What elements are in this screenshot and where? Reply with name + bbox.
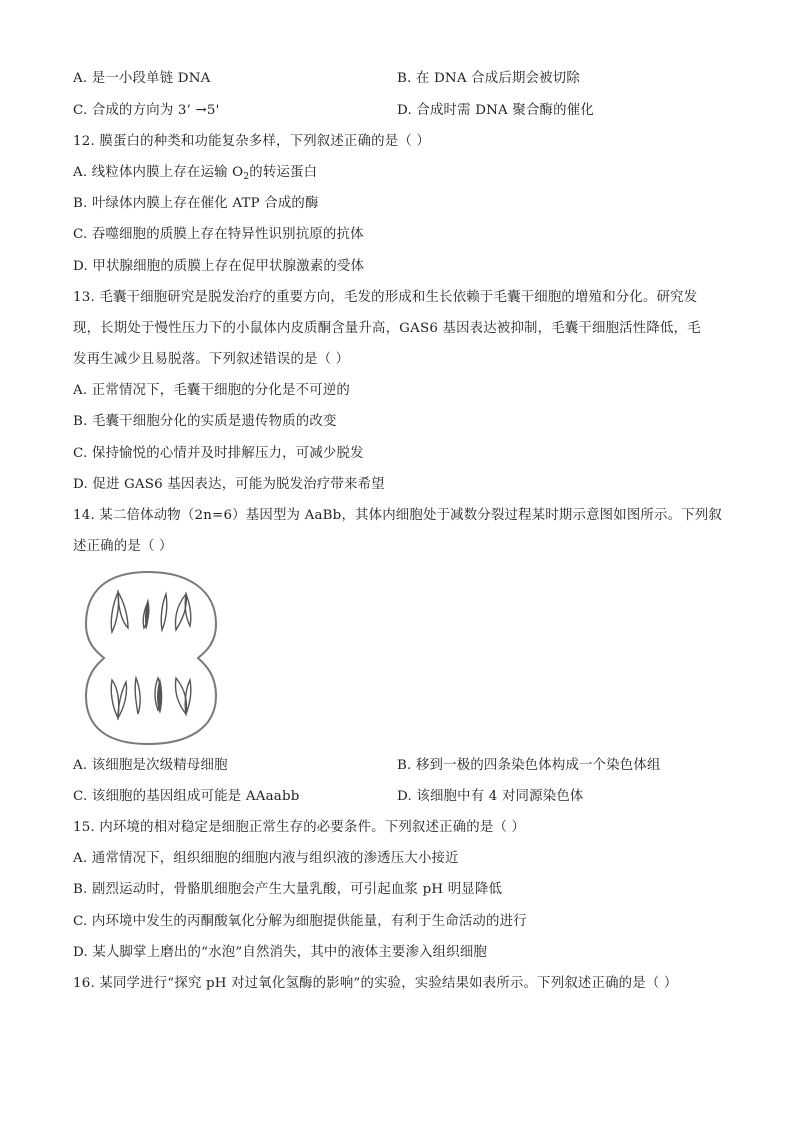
q14-option-b: B. 移到一极的四条染色体构成一个染色体组 [397, 758, 661, 773]
q15-stem: 15. 内环境的相对稳定是细胞正常生存的必要条件。下列叙述正确的是（ ） [73, 820, 526, 835]
q11-option-d: D. 合成时需 DNA 聚合酶的催化 [397, 103, 594, 118]
q14-option-d: D. 该细胞中有 4 对同源染色体 [397, 789, 584, 804]
q14-stem-line2: 述正确的是（ ） [73, 539, 173, 554]
q14-option-c: C. 该细胞的基因组成可能是 AAaabb [73, 789, 300, 804]
q11-option-c: C. 合成的方向为 3’ →5' [73, 103, 220, 118]
chromosome-upper-3 [161, 594, 167, 630]
q13-stem-line1: 13. 毛囊干细胞研究是脱发治疗的重要方向，毛发的形成和生长依赖于毛囊干细胞的增殖和分化。研究发 [73, 290, 698, 305]
q13-option-b: B. 毛囊干细胞分化的实质是遗传物质的改变 [73, 414, 337, 429]
q14-stem-line1: 14. 某二倍体动物（2n=6）基因型为 AaBb，其体内细胞处于减数分裂过程某时期示意图如图所示。下列叙 [73, 508, 722, 523]
q15-option-a: A. 通常情况下，组织细胞的细胞内液与组织液的渗透压大小接近 [73, 851, 459, 866]
q15-option-d: D. 某人脚掌上磨出的“水泡”自然消失，其中的液体主要渗入组织细胞 [73, 945, 487, 960]
chromosome-lower-1b [118, 682, 127, 718]
q11-option-a: A. 是一小段单链 DNA [73, 71, 211, 86]
cell-membrane [86, 572, 216, 744]
q12-option-b: B. 叶绿体内膜上存在催化 ATP 合成的酶 [73, 196, 319, 211]
chromosome-upper-1 [111, 592, 118, 632]
chromosome-upper-4b [185, 594, 191, 626]
q13-stem-line3: 发再生减少且易脱落。下列叙述错误的是（ ） [73, 352, 350, 367]
q15-option-c: C. 内环境中发生的丙酮酸氧化分解为细胞提供能量，有利于生命活动的进行 [73, 914, 527, 929]
q12-option-a-subscript: 2 [243, 172, 250, 182]
chromosome-dark-upper [145, 598, 149, 630]
chromosome-lower-4b [185, 680, 191, 714]
q12-option-a-text: A. 线粒体内膜上存在运输 O [73, 165, 244, 180]
q12-option-a-text-end: 的转运蛋白 [249, 165, 318, 180]
q14-option-a: A. 该细胞是次级精母细胞 [73, 758, 228, 773]
q12-stem: 12. 膜蛋白的种类和功能复杂多样，下列叙述正确的是（ ） [73, 134, 430, 149]
q13-option-c: C. 保持愉悦的心情并及时排解压力，可减少脱发 [73, 446, 364, 461]
q16-stem: 16. 某同学进行“探究 pH 对过氧化氢酶的影响”的实验，实验结果如表所示。下列叙述正确的是（ ） [73, 976, 678, 991]
q13-stem-line2: 现，长期处于慢性压力下的小鼠体内皮质酮含量升高，GAS6 基因表达被抑制，毛囊干细胞活性降低，毛 [73, 321, 701, 336]
q15-option-b: B. 剧烈运动时，骨骼肌细胞会产生大量乳酸，可引起血浆 pH 明显降低 [73, 882, 503, 897]
chromosome-lower-2 [135, 678, 140, 714]
q12-option-c: C. 吞噬细胞的质膜上存在特异性识别抗原的抗体 [73, 227, 364, 242]
cell-division-diagram [82, 568, 222, 752]
q13-option-a: A. 正常情况下，毛囊干细胞的分化是不可逆的 [73, 383, 351, 398]
q13-option-d: D. 促进 GAS6 基因表达，可能为脱发治疗带来希望 [73, 477, 385, 492]
q12-option-d: D. 甲状腺细胞的质膜上存在促甲状腺激素的受体 [73, 259, 365, 274]
q11-option-b: B. 在 DNA 合成后期会被切除 [397, 71, 580, 86]
chromosome-upper-1b [118, 592, 128, 628]
q12-option-a [73, 161, 317, 182]
